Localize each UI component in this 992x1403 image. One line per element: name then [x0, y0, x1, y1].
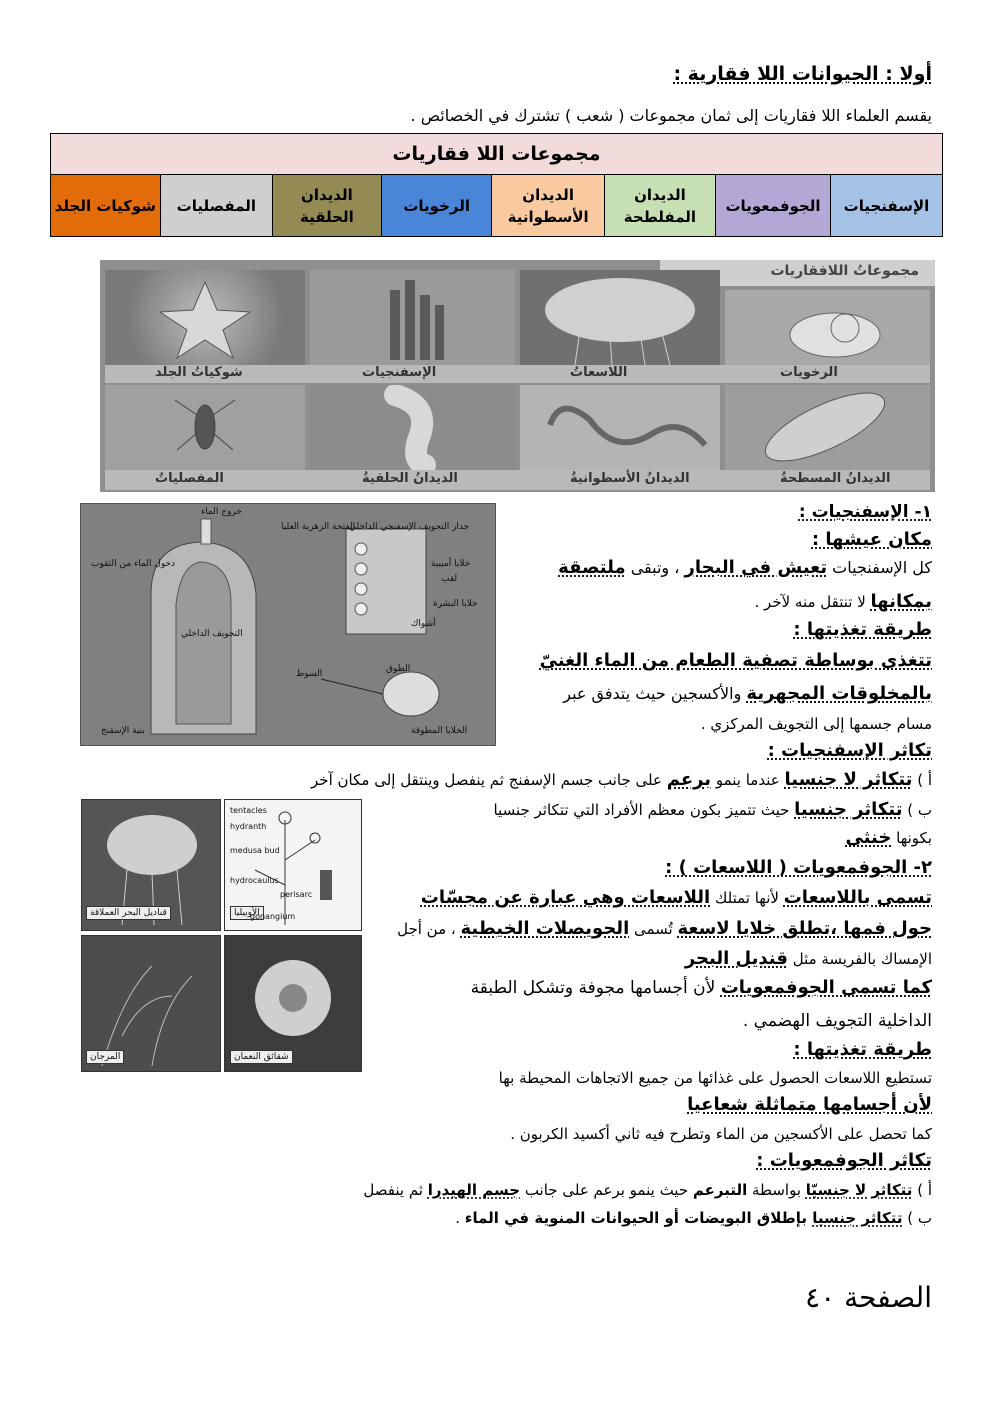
cnidaria-photo-caption: شقائق النعمان: [230, 1050, 293, 1064]
jellyfish-photo: [520, 270, 720, 365]
sponge-diagram-label: التجويف الداخلي: [181, 629, 243, 639]
snail-photo: [725, 290, 930, 365]
cnidaria-feeding-heading: طريقة تغذيتها :: [793, 1039, 932, 1060]
figure-group-label: المفصلياتُ: [155, 471, 224, 486]
sponge-diagram-label: خروج الماء: [201, 507, 242, 517]
sponge-diagram-label: جدار التجويف الإسفنجي الداخلي: [349, 522, 470, 532]
figure-group-label: الإسفنجيات: [362, 365, 437, 380]
figure-group-label: الديدانُ المسطحةُ: [780, 471, 891, 486]
cnidaria-line4: كما تسمى الجوفمعويات لأن أجسامها مجوفة وتشكل الطبقة: [470, 977, 932, 998]
starfish-photo: [105, 270, 305, 365]
cnidaria-feeding-line2: لأن أجسامها متماثلة شعاعيا: [687, 1094, 932, 1115]
group-cell: الرخويات: [381, 175, 492, 237]
sponge-structure-diagram: [80, 503, 496, 746]
cnidaria-photo-caption: الأوبيليا: [230, 906, 264, 920]
sponge-diagram-label: بنية الإسفنج: [101, 726, 145, 736]
groups-table-title: مجموعات اللا فقاريات: [51, 134, 943, 175]
cnidaria-line3: الإمساك بالفريسة مثل قنديل البحر: [684, 948, 932, 969]
sponges-feeding-line3: مسام جسمها إلى التجويف المركزي .: [700, 715, 932, 733]
group-cell: شوكيات الجلد: [51, 175, 161, 237]
invertebrate-groups-table: [50, 133, 943, 237]
arthropod-photo: [105, 385, 305, 470]
sponges-repro-b: ب ) تتكاثر جنسيا حيث تتميز بكون معظم الأفراد التي تتكاثر جنسيا: [493, 799, 932, 820]
sponges-repro-a: أ ) تتكاثر لا جنسيا عندما ينمو برعم على جانب جسم الإسفنج ثم ينفصل وينتقل إلى مكان آخر: [311, 769, 932, 790]
sponge-diagram-label: الطوق: [386, 664, 411, 674]
flatworm-photo: [725, 385, 930, 470]
cnidaria-line2: حول فمها ،تطلق خلايا لاسعة تُسمى الحويصلات الخيطية ، من أجل: [397, 918, 932, 939]
section-title: أولا : الحيوانات اللا فقارية :: [673, 63, 932, 85]
sponge-diagram-label: خلايا أميبية: [431, 559, 471, 569]
figure-group-label: الرخويات: [780, 365, 838, 380]
sponges-heading: ١- الإسفنجيات :: [798, 502, 932, 522]
group-cell: الديدان الأسطوانية: [492, 175, 604, 237]
cnidaria-heading: ٢- الجوفمعويات ( اللاسعات ) :: [665, 857, 932, 878]
sponges-habitat-heading: مكان عيشها :: [811, 529, 932, 550]
group-cell: الديدان المفلطحة: [604, 175, 715, 237]
group-cell: المفصليات: [160, 175, 272, 237]
sponge-photo: [310, 270, 515, 365]
obelia-part-label: medusa bud: [230, 846, 280, 855]
cnidaria-photo-caption: قناديل البحر العملاقة: [86, 906, 171, 920]
annelid-photo: [310, 385, 515, 470]
figure-group-label: شوكياتُ الجلد: [155, 365, 243, 380]
cnidaria-repro-a: أ ) تتكاثر لا جنسيّا بواسطة التبرعم حيث ينمو برعم على جانب جسم الهيدرا ثم ينفصل: [363, 1181, 932, 1199]
figure-banner: مجموعاتُ اللافقاريات: [770, 263, 919, 279]
group-cell: الإسفنجيات: [830, 175, 942, 237]
sponges-repro-b2: بكونها خنثى: [845, 827, 932, 848]
group-cell: الديدان الحلقية: [272, 175, 381, 237]
sponge-diagram-label: الفتحة الزهرية العليا: [281, 522, 356, 532]
cnidaria-repro-heading: تكاثر الجوفمعويات :: [756, 1150, 932, 1171]
sponge-diagram-label: خلايا البشرة: [433, 599, 478, 609]
obelia-part-label: gonangium: [250, 912, 296, 921]
obelia-part-label: hydrocaulus: [230, 876, 279, 885]
page-number: الصفحة ٤٠: [805, 1281, 932, 1314]
cnidaria-photos: [80, 798, 360, 1073]
sponges-feeding-line1: تتغذى بوساطة تصفية الطعام من الماء الغنيّ: [539, 650, 932, 671]
cnidaria-feeding-line1: تستطيع اللاسعات الحصول على غذائها من جميع الاتجاهات المحيطة بها: [498, 1069, 932, 1087]
sponges-habitat-line1: كل الإسفنجيات تعيش في البحار ، وتبقى ملتصقة: [558, 557, 932, 578]
sponge-diagram-label: السوط: [296, 669, 323, 679]
obelia-part-label: tentacles: [230, 806, 267, 815]
sponges-feeding-heading: طريقة تغذيتها :: [793, 619, 932, 640]
group-cell: الجوفمعويات: [716, 175, 831, 237]
cnidaria-photo-caption: المرجان: [86, 1050, 124, 1064]
cnidaria-repro-b: ب ) تتكاثر جنسيا بإطلاق البويضات أو الحيوانات المنوية في الماء .: [455, 1209, 932, 1227]
figure-group-label: الديدانُ الحلقيةُ: [362, 471, 458, 486]
figure-group-label: اللاسعاتُ: [570, 365, 628, 380]
obelia-part-label: perisarc: [280, 890, 313, 899]
section-intro: يقسم العلماء اللا فقاريات إلى ثمان مجموعات ( شعب ) تشترك في الخصائص .: [410, 106, 932, 125]
invertebrate-groups-figure: [100, 260, 935, 492]
cnidaria-feeding-line3: كما تحصل على الأكسجين من الماء وتطرح فيه ثاني أكسيد الكربون .: [510, 1125, 932, 1143]
sponges-repro-heading: تكاثر الإسفنجيات :: [767, 740, 932, 761]
sponges-habitat-line2: بمكانها لا تنتقل منه لآخر .: [754, 591, 932, 612]
figure-group-label: الديدانُ الأسطوانيةُ: [570, 471, 690, 486]
cnidaria-line1: تسمى باللاسعات لأنها تمتلك اللاسعات وهي عبارة عن مجسّات: [420, 887, 932, 908]
sponge-diagram-label: دخول الماء من الثقوب: [91, 559, 176, 569]
sponge-diagram-label: الخلايا المطوقة: [411, 726, 468, 736]
cnidaria-line5: الداخلية التجويف الهضمي .: [742, 1011, 932, 1031]
roundworm-photo: [520, 385, 720, 470]
sponge-diagram-label: لقب: [441, 574, 458, 584]
obelia-part-label: hydranth: [230, 822, 267, 831]
sponges-feeding-line2: بالمخلوقات المجهرية والأكسجين حيث يتدفق عبر: [563, 683, 932, 704]
sponge-diagram-label: أشواك: [411, 619, 436, 629]
